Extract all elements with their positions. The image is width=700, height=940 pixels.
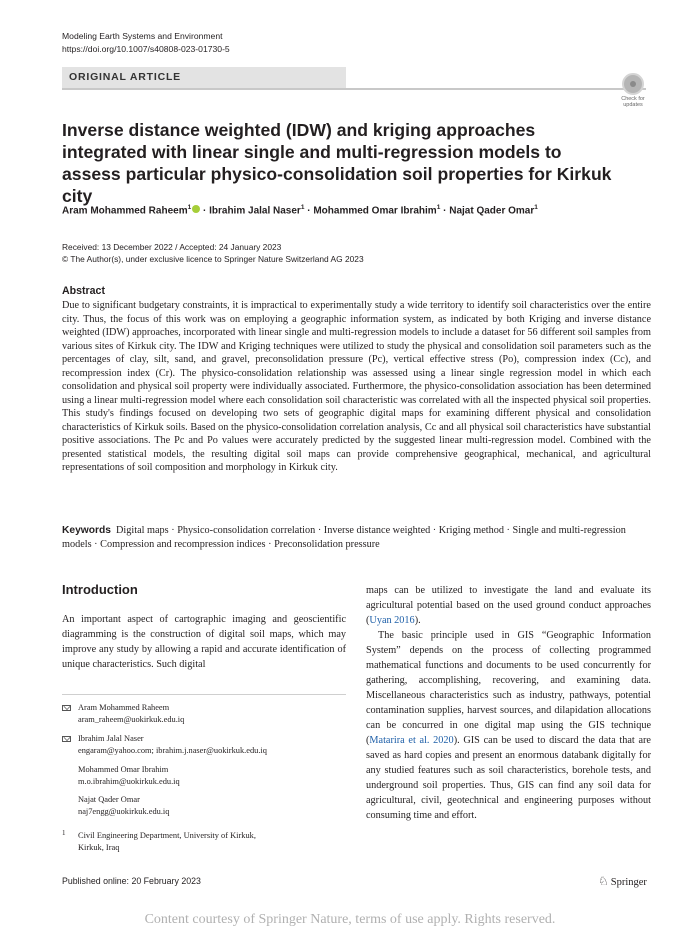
contact-name: Aram Mohammed Raheem (78, 703, 170, 712)
abstract-text: Due to significant budgetary constraints, it is impractical to experimentally study a wide territory to identify soil characteristics over the entire city. Thus, the focus of this work was on employing a geographic information system, as indicated by both Kriging and inverse distance weighted (IDW) approaches, incorporated with linear single and multi-regression models to include a dataset for 56 different soil samples from various sites of Kirkuk city. The IDW and Kriging techniques were utilized to study the physical and consolidation soil parameters such as the percentages of clay, silt, sand, and gravel, preconsolidation pressure (Pc), vertical effective stress (Po), compression index (Cc), and recompression index (Cr). The physico-consolidation relationship was assessed using a linear single regression model in which each consolidation and physical soil property were individually associated. Furthermore, the physico-consolidation association has been determined using a linear multi-regression model where each consolidation soil characteristic was correlated with all the inspected physical soil properties. This study's findings focused on developing two sets of geographic digital maps for examining different physical and consolidation characteristics of Kirkuk soils. Based on the physico-consolidation correlation analysis, Cc and all physical soil characteristics have substantial positive associations. The Pc and Po values were accurately predicted by the suggested linear multi-regression model. Combined with the presented statistical models, the resulting digital soil maps can provide comprehensive geographical, mechanical, and agricultural representations of soil composition and morphology in Kirkuk city. (62, 300, 651, 473)
author-name[interactable]: Najat Qader Omar (449, 205, 535, 217)
article-type: ORIGINAL ARTICLE (69, 71, 181, 83)
check-updates-label: Check for updates (621, 96, 645, 108)
citation-link[interactable]: Matarira et al. 2020 (369, 735, 454, 746)
citation-link[interactable]: Uyan 2016 (369, 615, 415, 626)
keywords-label: Keywords (62, 525, 111, 536)
gis-paragraph: The basic principle used in GIS “Geographic Information System” depends on the process of collecting programmed mathematical functions and documents to be used concurrently for gathering, accomplishing, recovering, and examining data. Miscellaneous characteristics such as industry, pathways, potential contamination supplies, harvest sources, and dilapidation allocations can be concurred in one digital map using the GIS technique (Matarira et al. 2020). GIS can be used to discard the data that are saved as hard copies and present an enormous databank digitally for any studied features such as soil characteristics, borehole tests, and underground soil properties. Thus, GIS can find any soil data for agricultural, civil, geotechnical and engineering purposes without consuming time and effort. (366, 630, 651, 821)
affiliation-marker: 1 (187, 204, 192, 211)
publisher-logo (598, 874, 647, 889)
envelope-icon (62, 705, 71, 711)
affiliation-marker: 1 (534, 204, 538, 211)
right-column (366, 583, 651, 823)
article-type-banner (62, 67, 346, 88)
publisher-name: Springer (610, 877, 647, 888)
article-dates (62, 241, 364, 265)
courtesy-notice: Content courtesy of Springer Nature, terms of use apply. Rights reserved. (144, 912, 556, 927)
affiliation-line: Civil Engineering Department, University of Kirkuk, (78, 831, 256, 840)
contact-entry (78, 733, 267, 756)
author-name[interactable]: Mohammed Omar Ibrahim (313, 205, 437, 217)
affiliation (78, 830, 256, 853)
keywords-text: Digital maps · Physico-consolidation correlation · Inverse distance weighted · Kriging method · Single and multi-regression models · Compression and recompression indices · Preconsolidation pressure (62, 525, 626, 550)
envelope-icon (62, 736, 71, 742)
footnote-rule (62, 694, 346, 695)
journal-header (62, 30, 230, 56)
contact-entry (78, 702, 184, 725)
doi-link[interactable]: https://doi.org/10.1007/s40808-023-01730-5 (62, 44, 230, 54)
abstract-heading: Abstract (62, 285, 105, 297)
contact-email[interactable]: naj7engg@uokirkuk.edu.iq (78, 806, 170, 816)
contact-name: Ibrahim Jalal Naser (78, 734, 144, 743)
author-list: Aram Mohammed Raheem$^1$ · Ibrahim Jalal Naser$^1$ · Mohammed Omar Ibrahim$^1$ · Najat Qader Omar$^1$ (62, 204, 538, 217)
affiliation-line: Kirkuk, Iraq (78, 842, 120, 852)
author-name[interactable]: Ibrahim Jalal Naser (209, 205, 301, 217)
orcid-icon[interactable] (192, 205, 200, 213)
affiliation-marker: 1 (300, 204, 305, 211)
keywords (62, 524, 651, 552)
contact-email[interactable]: m.o.ibrahim@uokirkuk.edu.iq (78, 776, 180, 786)
introduction-paragraph: An important aspect of cartographic imaging and geoscientific diagramming is the construction of digital soil maps, which may improve any study by allowing a rapid and accurate identification of unique characteristics. Such digital (62, 614, 346, 670)
journal-name: Modeling Earth Systems and Environment (62, 31, 223, 41)
affiliation-number: 1 (62, 829, 66, 837)
published-date: Published online: 20 February 2023 (62, 876, 201, 886)
contact-entry (78, 764, 180, 787)
copyright: © The Author(s), under exclusive licence to Springer Nature Switzerland AG 2023 (62, 254, 364, 264)
article-title: Inverse distance weighted (IDW) and kriging approaches integrated with linear single and multi-regression models to assess particular physico-consolidation soil properties for Kirkuk city (62, 120, 612, 206)
introduction-heading: Introduction (62, 582, 138, 597)
affiliation-marker: 1 (436, 204, 441, 211)
check-for-updates-badge[interactable] (618, 73, 648, 109)
contact-entry (78, 794, 169, 817)
author-name[interactable]: Aram Mohammed Raheem (62, 205, 188, 217)
contact-email[interactable]: aram_raheem@uokirkuk.edu.iq (78, 714, 185, 724)
check-updates-icon (622, 73, 644, 95)
header-rule (62, 88, 646, 90)
contact-name: Najat Qader Omar (78, 795, 140, 804)
contact-email[interactable]: engaram@yahoo.com; ibrahim.j.naser@uokirkuk.edu.iq (78, 745, 267, 755)
springer-horse-icon: ♘ (598, 874, 609, 888)
received-accepted: Received: 13 December 2022 / Accepted: 24 January 2023 (62, 242, 282, 252)
paragraph-continued: maps can be utilized to investigate the land and evaluate its agricultural potential based on the used ground conduct approaches (Uyan 2016). (366, 585, 651, 626)
contact-name: Mohammed Omar Ibrahim (78, 765, 169, 774)
